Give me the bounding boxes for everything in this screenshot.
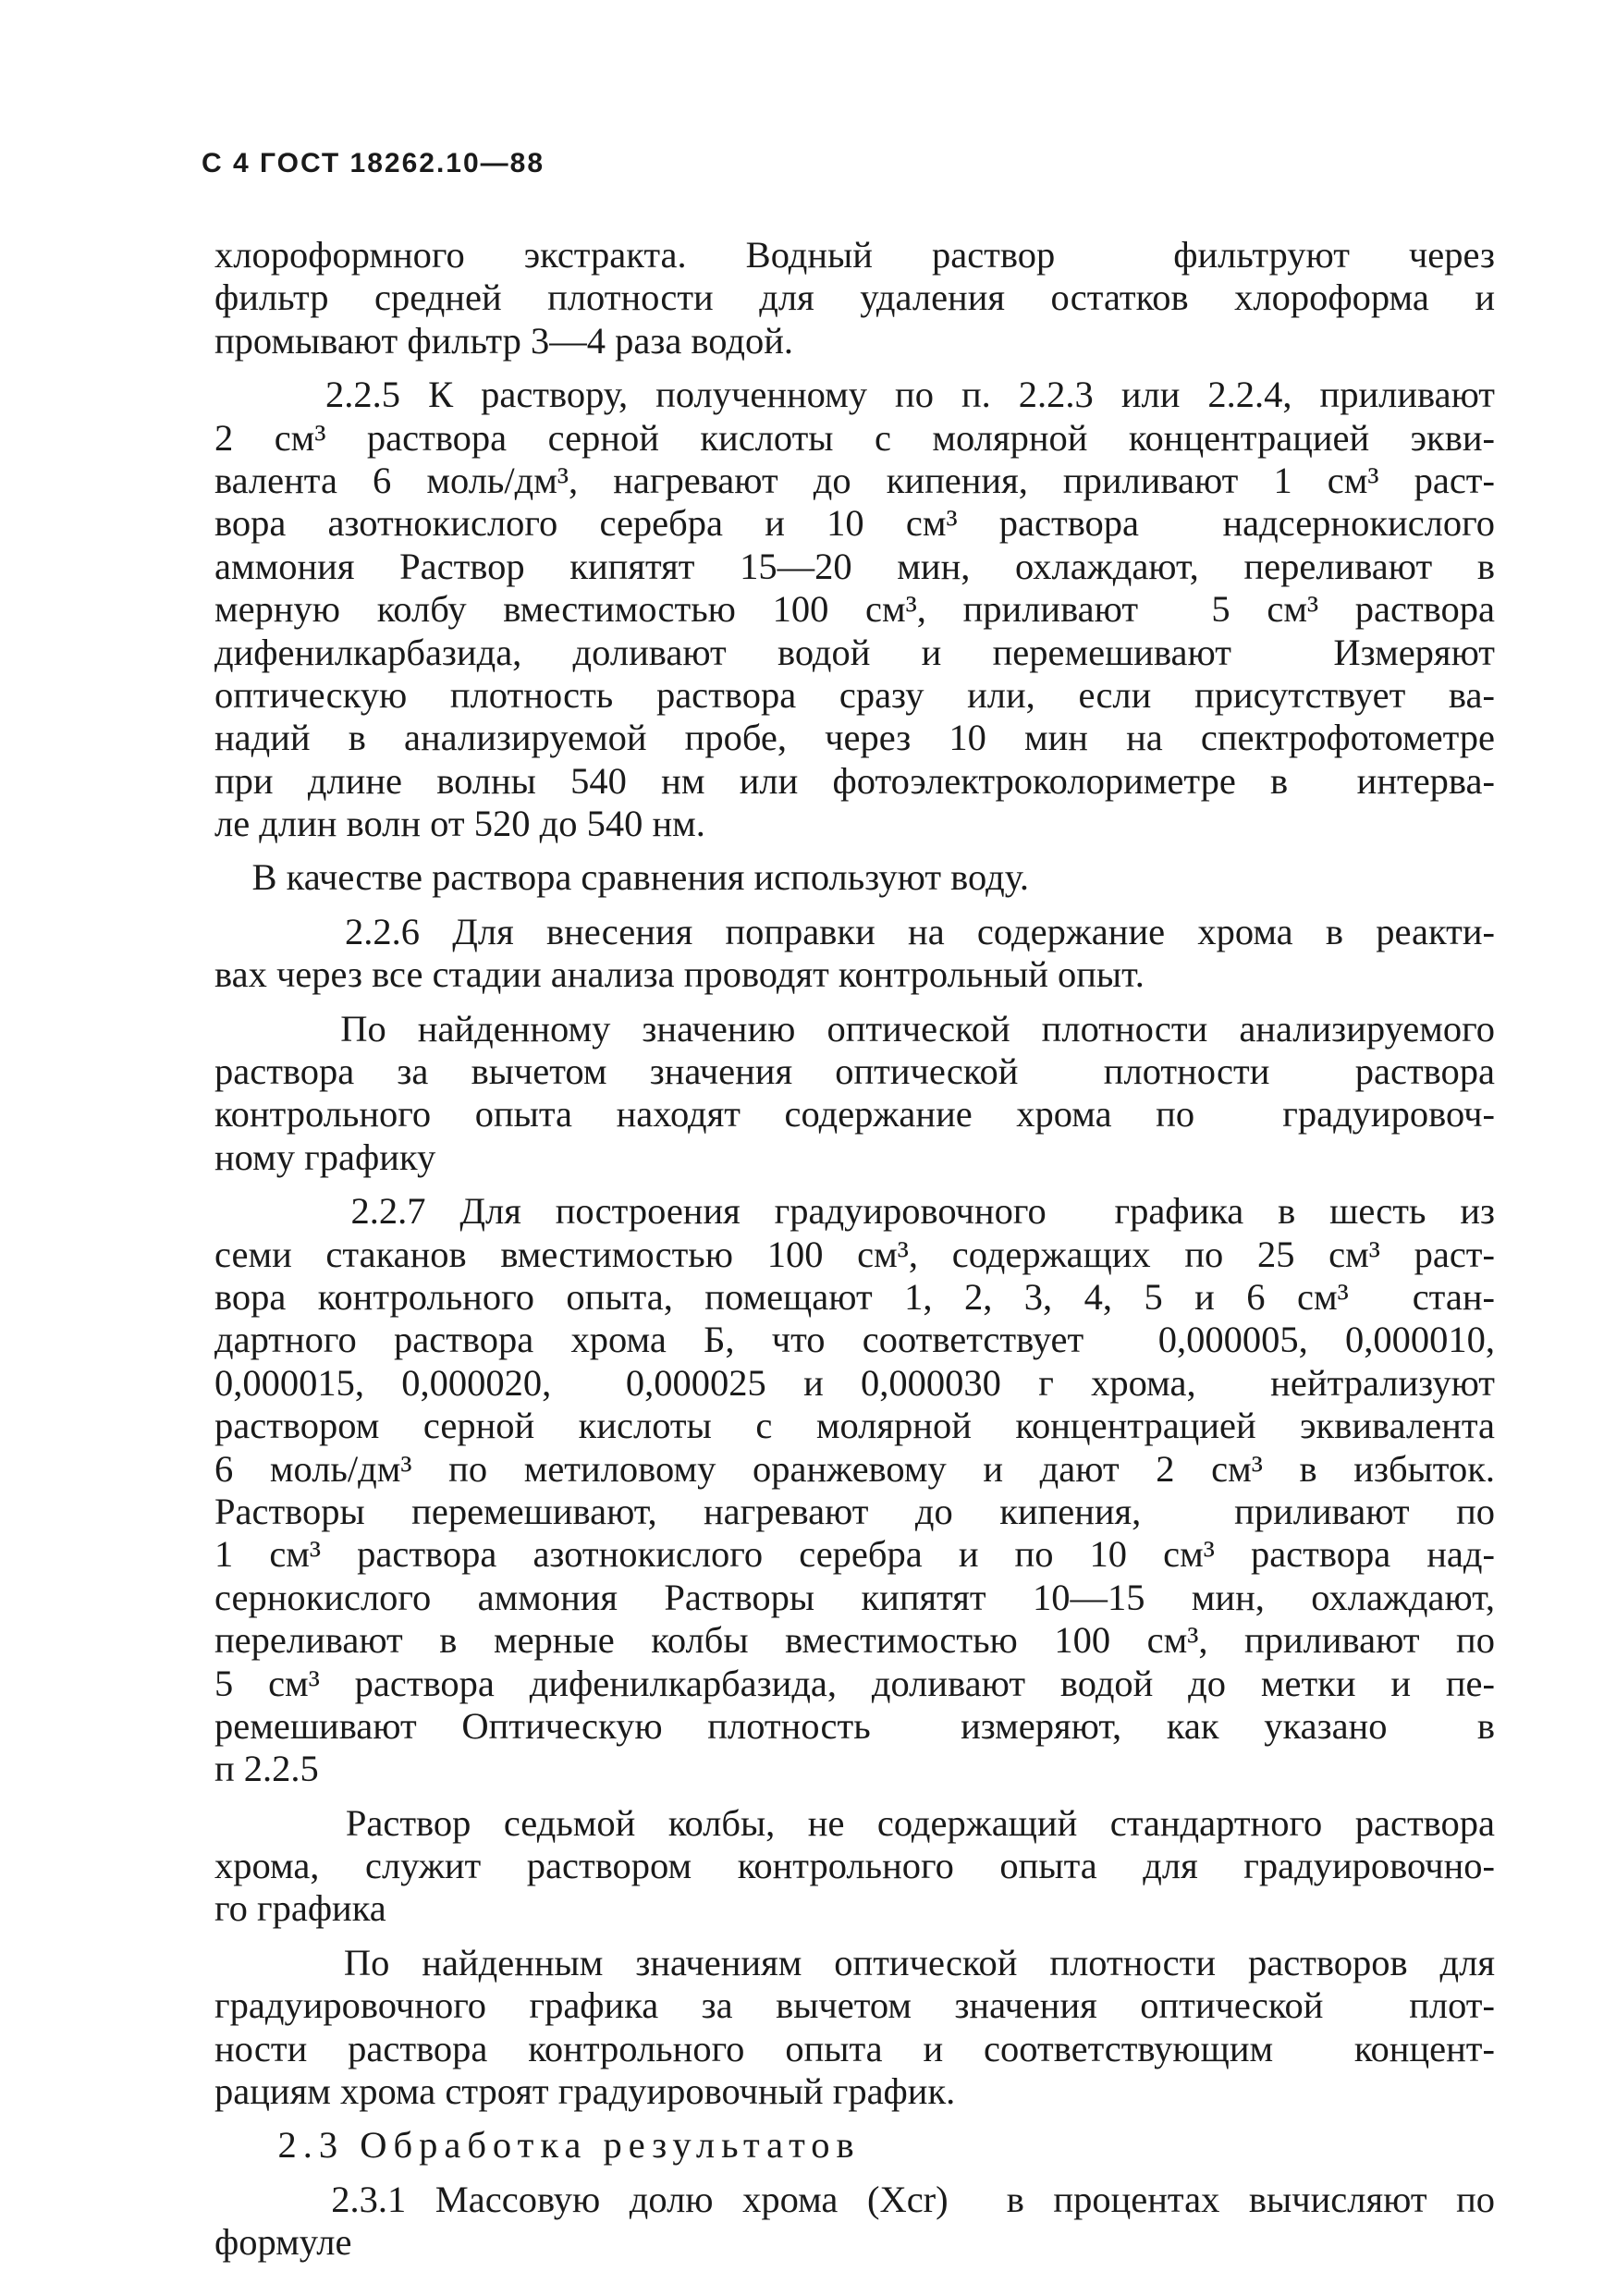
text-line: градуировочного графика за вычетом значения оптической плот- [214, 1984, 1495, 2027]
text-line: По найденным значениям оптической плотности растворов для [214, 1941, 1495, 1983]
paragraph-gap [214, 2113, 1495, 2124]
paragraph-p7 [214, 1802, 1495, 1931]
text-line: дартного раствора хрома Б, что соответствует 0,000005, 0,000010, [214, 1319, 1495, 1361]
text-line: вах через все стадии анализа проводят контрольный опыт. [214, 953, 1145, 996]
text-line: фильтр средней плотности для удаления остатков хлороформа и [214, 276, 1495, 319]
text-line: По найденному значению оптической плотности анализируемого [214, 1007, 1495, 1050]
text-line: го графика [214, 1887, 386, 1930]
text-line: контрольного опыта находят содержание хрома по градуировоч- [214, 1093, 1495, 1136]
paragraph-p6 [214, 1190, 1495, 1790]
paragraph-p1 [214, 234, 1495, 362]
text-line: ности раствора контрольного опыта и соответствующим концент- [214, 2027, 1495, 2069]
body-text [214, 234, 1495, 2265]
text-line: вора контрольного опыта, помещают 1, 2, 3, 4, 5 и 6 см³ стан- [214, 1275, 1495, 1318]
text-line: 2.3 Обработка результатов [214, 2124, 861, 2167]
text-line: дифенилкарбазида, доливают водой и перемешивают Измеряют [214, 631, 1495, 673]
text-line: надий в анализируемой пробе, через 10 мин на спектрофотометре [214, 717, 1495, 759]
text-line: при длине волны 540 нм или фотоэлектроколориметре в интерва- [214, 759, 1495, 802]
text-line: 2.2.5 К раствору, полученному по п. 2.2.3 или 2.2.4, приливают [214, 374, 1495, 416]
paragraph-gap [214, 1791, 1495, 1802]
text-line: ле длин волн от 520 до 540 нм. [214, 803, 705, 845]
text-line: 1 см³ раствора азотнокислого серебра и по 10 см³ раствора над- [214, 1533, 1495, 1576]
text-line: вора азотнокислого серебра и 10 см³ раствора надсернокислого [214, 502, 1495, 545]
text-line: хрома, служит раствором контрольного опыта для градуировочно- [214, 1845, 1495, 1887]
paragraph-gap [214, 362, 1495, 374]
text-line: сернокислого аммония Растворы кипятят 10—15 мин, охлаждают, [214, 1576, 1495, 1618]
paragraph-p5 [214, 1008, 1495, 1180]
text-line: аммония Раствор кипятят 15—20 мин, охлаждают, переливают в [214, 545, 1495, 587]
text-line: 5 см³ раствора дифенилкарбазида, доливают водой до метки и пе- [214, 1662, 1495, 1704]
text-line: 6 моль/дм³ по метиловому оранжевому и дают 2 см³ в избыток. [214, 1447, 1495, 1490]
text-line: хлороформного экстракта. Водный раствор фильтруют через [214, 234, 1495, 276]
paragraph-p9 [214, 2124, 1495, 2167]
text-line: семи стаканов вместимостью 100 см³, содержащих по 25 см³ раст- [214, 1233, 1495, 1275]
text-line: 2.2.6 Для внесения поправки на содержание хрома в реакти- [214, 910, 1495, 952]
paragraph-gap [214, 845, 1495, 856]
text-line: раствора за вычетом значения оптической плотности раствора [214, 1050, 1495, 1093]
paragraph-gap [214, 1179, 1495, 1190]
paragraph-gap [214, 900, 1495, 911]
paragraph-gap [214, 997, 1495, 1008]
paragraph-p3 [214, 856, 1495, 899]
paragraph-gap [214, 2167, 1495, 2179]
text-line: оптическую плотность раствора сразу или, если присутствует ва- [214, 673, 1495, 716]
text-line: формуле [214, 2221, 352, 2264]
text-line: 0,000015, 0,000020, 0,000025 и 0,000030 г хрома, нейтрализуют [214, 1361, 1495, 1404]
text-line: мерную колбу вместимостью 100 см³, приливают 5 см³ раствора [214, 588, 1495, 631]
text-line: переливают в мерные колбы вместимостью 100 см³, приливают по [214, 1619, 1495, 1662]
text-line: 2.2.7 Для построения градуировочного графика в шесть из [214, 1190, 1495, 1233]
text-line: Растворы перемешивают, нагревают до кипения, приливают по [214, 1490, 1495, 1532]
paragraph-p2 [214, 374, 1495, 845]
text-line: В качестве раствора сравнения используют воду. [214, 856, 1030, 899]
text-line: промывают фильтр 3—4 раза водой. [214, 319, 794, 362]
text-line: ному графику [214, 1136, 436, 1178]
paragraph-p10 [214, 2179, 1495, 2265]
paragraph-gap [214, 1931, 1495, 1942]
text-line: раствором серной кислоты с молярной концентрацией эквивалента [214, 1405, 1495, 1447]
text-line: рациям хрома строят градуировочный график. [214, 2070, 956, 2113]
text-line: ремешивают Оптическую плотность измеряют, как указано в [214, 1704, 1495, 1747]
paragraph-p4 [214, 911, 1495, 997]
text-line: 2 см³ раствора серной кислоты с молярной концентрацией экви- [214, 416, 1495, 459]
text-line: 2.3.1 Массовую долю хрома (Xcr) в процентах вычисляют по [214, 2178, 1495, 2220]
page-header: С 4 ГОСТ 18262.10—88 [202, 148, 545, 178]
text-line: валента 6 моль/дм³, нагревают до кипения, приливают 1 см³ раст- [214, 459, 1495, 501]
paragraph-p8 [214, 1942, 1495, 2114]
text-line: п 2.2.5 [214, 1748, 319, 1790]
text-line: Раствор седьмой колбы, не содержащий стандартного раствора [214, 1801, 1495, 1844]
